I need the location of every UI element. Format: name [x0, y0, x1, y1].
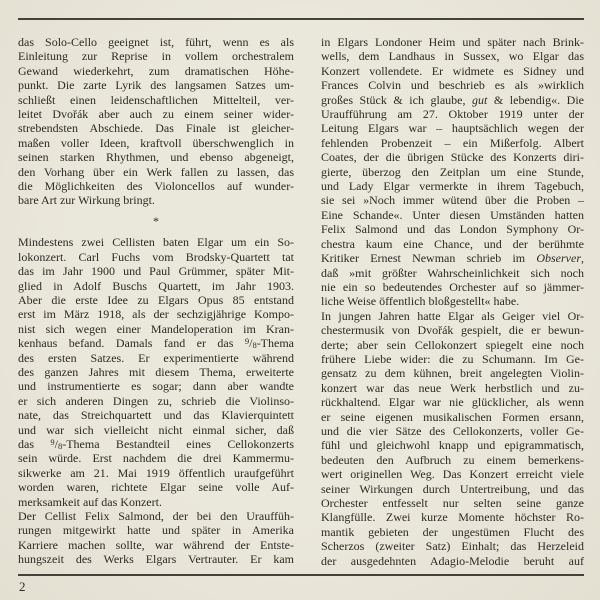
text-line: chestermusik von Dvořák gespielt, die er bewun-	[321, 323, 584, 338]
text-line: Scherzos (zweiter Satz) Einhalt; das Herzeleid	[321, 539, 584, 554]
text-line: rückhaltend. Elgar war nie glücklicher, als wenn	[321, 395, 584, 410]
text-line: glied in Adolf Buschs Quartett, im Jahr 1903.	[18, 278, 294, 293]
text-line: des ganzen Jahres mit diesem Thema, erweiterte	[18, 364, 294, 379]
text-line: Kritiker Ernest Newman schrieb im Observer,	[321, 251, 584, 266]
text-line: das Solo-Cello geeignet ist, führt, wenn es als	[18, 35, 294, 49]
text-line: den Vorhang über ein Werk fallen zu lassen, das	[18, 164, 294, 179]
text-line: leitet Dvořák aber auch zu einem seiner wider-	[18, 107, 294, 122]
text-line: bedeuten den Aufbruch zu einem bemerkens-	[321, 452, 584, 467]
text-line: gierte, überzog den Zeitplan um eine Stunde,	[321, 164, 584, 179]
text-line: worden waren, richtete Elgar seine volle Auf-	[18, 480, 294, 495]
text-line: mantik gebieten der ungestümen Flucht des	[321, 524, 584, 539]
text-line: die Möglichkeiten des Violoncellos auf wunder-	[18, 179, 294, 194]
text-line: sie sei »Noch immer wütend über die Proben –	[321, 193, 584, 208]
text-line: und die vier Sätze des Cellokonzerts, voller Ge-	[321, 423, 584, 438]
text-line: und war sich vielleicht nicht einmal sicher, daß	[18, 422, 294, 437]
text-columns	[18, 35, 584, 568]
text-line: Der Cellist Felix Salmond, der bei den Urauffüh-	[18, 509, 294, 523]
bottom-rule	[18, 574, 584, 576]
text-line: Leitung Elgars war – hauptsächlich wegen der	[321, 121, 584, 136]
text-line: daß »mit größter Wahrscheinlichkeit sich noch	[321, 265, 584, 280]
text-line: gensatz zu dem kühnen, breit angelegten Violin-	[321, 366, 584, 381]
text-line: Gewand wiederkehrt, zum dramatischen Höhe-	[18, 63, 294, 78]
text-line: nist sich wegen einer Mandeloperation im Kran-	[18, 321, 294, 336]
text-line: bare Art zur Wirkung bringt.	[18, 193, 155, 208]
text-column-right	[321, 35, 584, 568]
text-line: Karriere machen sollte, war während der Entste-	[18, 537, 294, 552]
text-line: lokonzert. Carl Fuchs vom Brodsky-Quartett tat	[18, 249, 294, 264]
text-line: Mindestens zwei Cellisten baten Elgar um ein So-	[18, 235, 294, 250]
text-line: Einleitung zur Reprise in vollem orchestralem	[18, 49, 294, 64]
text-line: wells, dem Landhaus in Sussex, wo Elgar das	[321, 49, 584, 64]
text-line: erst im März 1918, als der sechzigjährige Kompo-	[18, 307, 294, 322]
text-line: maßen voller Ideen, kraftvoll überschwenglich in	[18, 135, 294, 150]
text-line: fehlenden Probenzeit – ein Mißerfolg. Albert	[321, 135, 584, 150]
text-line: Coates, der die übrigen Stücke des Konzerts diri-	[321, 150, 584, 165]
text-line: großes Stück & ich glaube, gut & lebendig«. Die	[321, 92, 584, 107]
text-line: das im Jahr 1900 und Paul Grümmer, später Mit-	[18, 264, 294, 279]
text-line: des ersten Satzes. Er experimentierte während	[18, 350, 294, 365]
text-column-left	[18, 35, 294, 568]
text-line: nie ein so bedeutendes Orchester auf so jämmer-	[321, 279, 584, 294]
text-line: Konzert vollendete. Er widmete es Sidney und	[321, 63, 584, 78]
text-line: strebendsten Abschiede. Das Finale ist gleicher-	[18, 121, 294, 136]
text-line: sein würde. Erst nachdem die drei Kammermu-	[18, 451, 294, 466]
top-rule	[18, 18, 584, 20]
text-line: rungen mitgewirkt hatte und später in Amerika	[18, 523, 294, 538]
text-line: frühere Liebe wider: die zu Schumann. Im Ge-	[321, 351, 584, 366]
text-line: er sich anderen Dingen zu, schrieb die Violinso-	[18, 393, 294, 408]
text-line: merksamkeit auf das Konzert.	[18, 494, 162, 509]
text-line: und instrumentierte es sogar; dann aber wandte	[18, 379, 294, 394]
text-line: In jungen Jahren hatte Elgar als Geiger viel Or-	[321, 308, 584, 323]
text-line: wert originellen Weg. Das Konzert erreicht viele	[321, 467, 584, 482]
separator-asterisk: *	[153, 213, 159, 228]
text-line: Frances Colvin und beschrieb es als »wirklich	[321, 78, 584, 93]
page-number: 2	[19, 579, 26, 594]
text-line: hungszeit des Werks Elgars Vertrauter. Er kam	[18, 552, 294, 567]
text-line: Felix Salmond und das London Symphony Or-	[321, 222, 584, 237]
text-line: sikwerke am 21. Mai 1919 öffentlich uraufgeführt	[18, 465, 294, 480]
text-line: Aber die erste Idee zu Elgars Opus 85 entstand	[18, 292, 294, 307]
text-line: kenhaus befand. Damals fand er das $^9$/8-Thema	[18, 336, 294, 351]
text-line: fühl und gleichwohl knapp und epigrammatisch,	[321, 438, 584, 453]
text-line: Uraufführung am 27. Oktober 1919 unter der	[321, 107, 584, 122]
text-line: seiner Wirkungen durch Untertreibung, und das	[321, 481, 584, 496]
text-line: nate, das Streichquartett und das Klavierquintett	[18, 408, 294, 423]
text-line: Eine Schande«. Unter diesen Umständen hatten	[321, 207, 584, 222]
text-line: der ausgedehnten Adagio-Melodie beruht auf	[321, 553, 584, 568]
text-line: schließt einen leidenschaftlichen Mittelteil, ver-	[18, 92, 294, 107]
text-line: und Lady Elgar vermerkte in ihrem Tagebuch,	[321, 179, 584, 194]
text-line: konzert war das neue Werk herbstlich und zu-	[321, 380, 584, 395]
text-line: er seine eigenen musikalischen Formen ersann,	[321, 409, 584, 424]
text-line: seinen starken Rhythmen, und ebenso abgeneigt,	[18, 150, 294, 165]
text-line: liche Weise öffentlich bloßgestellt« habe.	[321, 294, 520, 309]
text-line: punkt. Die zarte Lyrik des langsamen Satzes um-	[18, 78, 294, 93]
text-line: chestra kaum eine Chance, und der berühmte	[321, 236, 584, 251]
text-line: derte; aber sein Cellokonzert spiegelt eine noch	[321, 337, 584, 352]
text-line: in Elgars Londoner Heim und später nach Brink-	[321, 35, 584, 49]
text-line: Klangfülle. Zwei kurze Momente höchster Ro-	[321, 510, 584, 525]
text-line: Orchester entfesselt nur selten seine ganze	[321, 496, 584, 510]
text-line: das $^9$/8-Thema Bestandteil eines Cellokonzerts	[18, 436, 294, 451]
